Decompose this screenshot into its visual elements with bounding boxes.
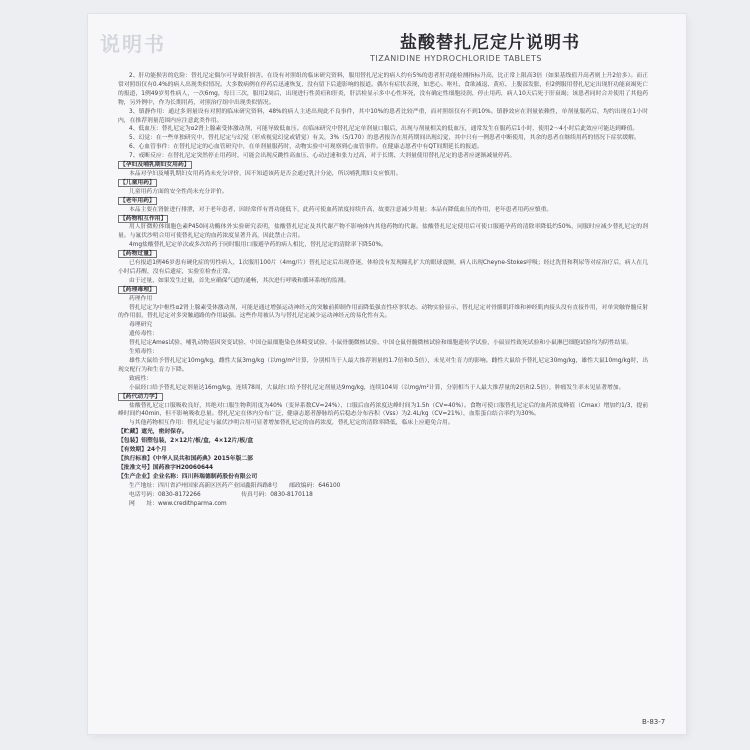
paragraph: 5、幻觉：在一些单独研究中，替扎尼定与幻觉（形成视觉幻觉或错觉）有关，3%（5/170）的患者报告在用药期间出现幻觉，其中只有一例患者中断使用，其余的患者在继续用药的情况下症状缓解。 <box>129 135 640 142</box>
section-heading-label: 【药代动力学】 <box>120 393 161 400</box>
document-body <box>118 72 648 722</box>
section-heading-label: 【药物过量】 <box>120 251 155 258</box>
section-heading <box>118 179 648 188</box>
section-heading <box>118 215 648 224</box>
document-code: B-83-7 <box>642 718 666 726</box>
section-heading-label: 【老年用药】 <box>120 197 155 204</box>
document-subtitle: TIZANIDINE HYDROCHLORIDE TABLETS <box>370 54 543 63</box>
section-heading <box>118 286 648 295</box>
paragraph: 4、低血压：替扎尼定为α2肾上腺素受体激动剂，可能导致低血压。在临床研究中替扎尼定单剂量口服后，出现与剂量相关的低血压，通常发生在服药后1小时，使用2～4小时后此效应可能达到峰值。 <box>129 126 639 133</box>
section-heading-label: 【儿童用药】 <box>120 179 155 186</box>
paragraph: 遗传毒性： <box>129 331 158 338</box>
document-title: 盐酸替扎尼定片说明书 <box>400 33 580 53</box>
watermark-text: 说明书 <box>100 32 166 56</box>
paragraph: 盐酸替扎尼定口服吸收良好，其绝对口服生物利用度为40%（变异系数CV=24%），口服后血药浓度达峰时间为1.5h（CV=40%）。食物可使口服替扎尼定后的血药浓度峰值（Cmax）增加约1/3，提前峰时间约40min，但不影响吸收总量。替扎尼定在体内分布广泛，健康志愿者静脉给药后稳态分布容积（Vss）为2.4L/kg（CV=21%），血浆蛋白结合率约为30%。 <box>118 402 648 418</box>
section-heading: 【批准文号】国药准字H20060644 <box>118 464 214 471</box>
paragraph: 药理作用 <box>129 295 153 302</box>
paragraph: 3、镇静作用：通过多剂量设有对照的临床研究资料，48%的病人主述出现此不良事件，其中10%的患者比较严重，而对照组仅有不到10%。镇静效应在剂量依赖性，单剂量服药后，均约出现在1小时内，在推荐剂量范围内应注意此类作用。 <box>118 108 648 124</box>
paragraph: 本品对孕妇及哺乳期妇女用药尚未充分评价，因不知道该药是否会通过乳汁分泌，所以哺乳期妇女应慎用。 <box>129 170 402 177</box>
section-heading: 【贮藏】遮光，密封保存。 <box>118 429 188 436</box>
paragraph: 已有报道1例46岁患有硬化症的男性病人，1次服用100片（4mg/片）替扎尼定后出现昏迷，体检没有发现瞳孔扩大的眼球震颤，病人出现Cheyne-Stokes呼吸；经过洗胃和利尿等对症治疗后，病人在几小时后苏醒，没有后遗症，实验室检查正常。 <box>118 260 648 275</box>
paragraph: 生殖毒性： <box>129 349 158 356</box>
section-heading <box>118 393 648 402</box>
section-heading <box>118 197 648 206</box>
paragraph: 7、戒断反应：在替扎尼定突然停止用药时，可能会出现反跳性高血压、心动过速和张力过高，对于长期、大剂量使用替扎尼定的患者应逐渐减量停药。 <box>129 153 516 160</box>
section-heading-label: 【药理毒理】 <box>120 286 155 293</box>
paragraph: 替扎尼定为中枢性α2肾上腺素受体激动剂，可能是通过增强运动神经元的突触前抑制作用而降低强直性痉挛状态。动物实验显示，替扎尼定对骨骼肌纤维和神经肌肉接头没有直接作用，对单突触脊髓反射的作用弱，替扎尼定对多突触通路的作用最强。这些作用被认为与替扎尼定减少运动神经元的易化性有关。 <box>118 304 648 320</box>
section-heading: 【执行标准】《中华人民共和国药典》2015年版二部 <box>118 455 253 462</box>
paragraph: 毒理研究 <box>129 322 153 329</box>
paragraph: 2、肝功能损害的危险：替扎尼定偶尔可导致肝损害。在设有对照组的临床研究资料，服用替扎尼定的病人约有5%的患者肝功能检测指标升高，比正常上限高3倍（如果基线值升高者则上升2倍多）。而正常对照组仅有0.4%的病人出现类似情况。大多数病例在停药后迅速恢复，没有留下后遗影响的报道。偶尔有症状表现，如恶心、呕吐、食欲减退、黄疸、上腹部发胀，但2例服用替扎尼定出现肝功能衰竭死亡的报道，1例49岁男性病人，一次6mg，每日三次，服用2周后，出现进行性黄疸和肝炎，肝活检显示多中心性坏死，没有确定性细胞浸润，停止用药，病人10天后死于肝衰竭；该患者同时合并使用了其他药物，另外例中，作为长期用药，对照治疗组中出现类似情况。 <box>118 73 648 106</box>
paragraph: 替扎尼定Ames试验、哺乳动物基因突变试验、中国仓鼠细胞染色体畸变试验、小鼠骨髓微核试验、中国仓鼠骨髓微核试验和细胞遗传学试验，小鼠显性致死试验和小鼠淋巴细胞试验均为阴性结果。 <box>129 340 633 347</box>
paragraph: 雄性大鼠给予替扎尼定10mg/kg，雌性大鼠3mg/kg（以mg/m²计算，分别相当于人最大推荐剂量的1.7倍和0.5倍），未见对生育力的影响。雌性大鼠给予替扎尼定30mg/kg，雄性大鼠10mg/kg时，出现交配行为和生育力下降。 <box>118 358 648 373</box>
paragraph: 小鼠经口给予替扎尼定剂量达16mg/kg，连续78周，大鼠经口给予替扎尼定剂量达9mg/kg，连续104周（以mg/m²计算，分别相当于人最大推荐量的2倍和2.5倍），肿瘤发生率未见显著增加。 <box>129 384 625 391</box>
paragraph: 用人肝微粒体细胞色素P450同功酶体外实验研究表明，盐酸替扎尼定及其代谢产物不影响体内其他药物的代谢。盐酸替扎尼定使用后可使口服避孕药的清除率降低约50%，同服时应减少替扎尼定的剂量。与氟伏沙明合用可使替扎尼定的血药浓度显著升高，因此禁止合用。 <box>118 224 648 240</box>
section-heading-label: 【药物相互作用】 <box>120 215 167 222</box>
section-heading: 【有效期】24个月 <box>118 447 167 454</box>
section-heading <box>118 161 648 170</box>
paragraph: 与其他药物相互作用：替扎尼定与氟伏沙明合用可显著增加替扎尼定的血药浓度，替扎尼定的清除率降低，临床上应避免合用。 <box>129 420 454 427</box>
paragraph: 6、心血管事件：在替扎尼定的心血管研究中，在单剂量服药时，动物实验中可观察到心血管事件。在健康志愿者中有QT间期延长的报道。 <box>129 144 483 151</box>
section-heading: 【包装】铝塑包装，2×12片/板/盒，4×12片/板/盒 <box>118 438 254 445</box>
paragraph: 生产地址：四川省泸州国家高新区医药产业园鑫阳西路8号 邮政编码：646100 <box>129 482 341 489</box>
paragraph: 电话号码：0830-8172266 传真号码：0830-8170118 <box>129 491 313 498</box>
paragraph: 本品主要在肾脏进行排泄，对于老年患者，因经常伴有肾功能低下，此药可使血药浓度持续升高，故要注意减少用量；本品有降低血压的作用，老年患者用药应慎重。 <box>129 206 553 213</box>
paragraph: 网 址：www.credithparma.com <box>129 500 227 507</box>
section-heading: 【生产企业】企业名称：四川科瑞德制药股份有限公司 <box>118 473 258 480</box>
paragraph: 致癌性： <box>129 375 153 382</box>
paragraph: 儿童用药方面的安全性尚未充分评价。 <box>129 188 228 195</box>
section-heading-label: 【孕妇及哺乳期妇女用药】 <box>120 162 190 169</box>
section-heading <box>118 250 648 259</box>
paragraph: 由于过量，如果发生过量，首先应确保气道的通畅，其次进行呼吸和循环系统的监测。 <box>129 277 350 284</box>
paragraph: 4mg盐酸替扎尼定单次或多次给药于同时服用口服避孕药的病人相比，替扎尼定的清除率下降50%。 <box>129 242 387 249</box>
